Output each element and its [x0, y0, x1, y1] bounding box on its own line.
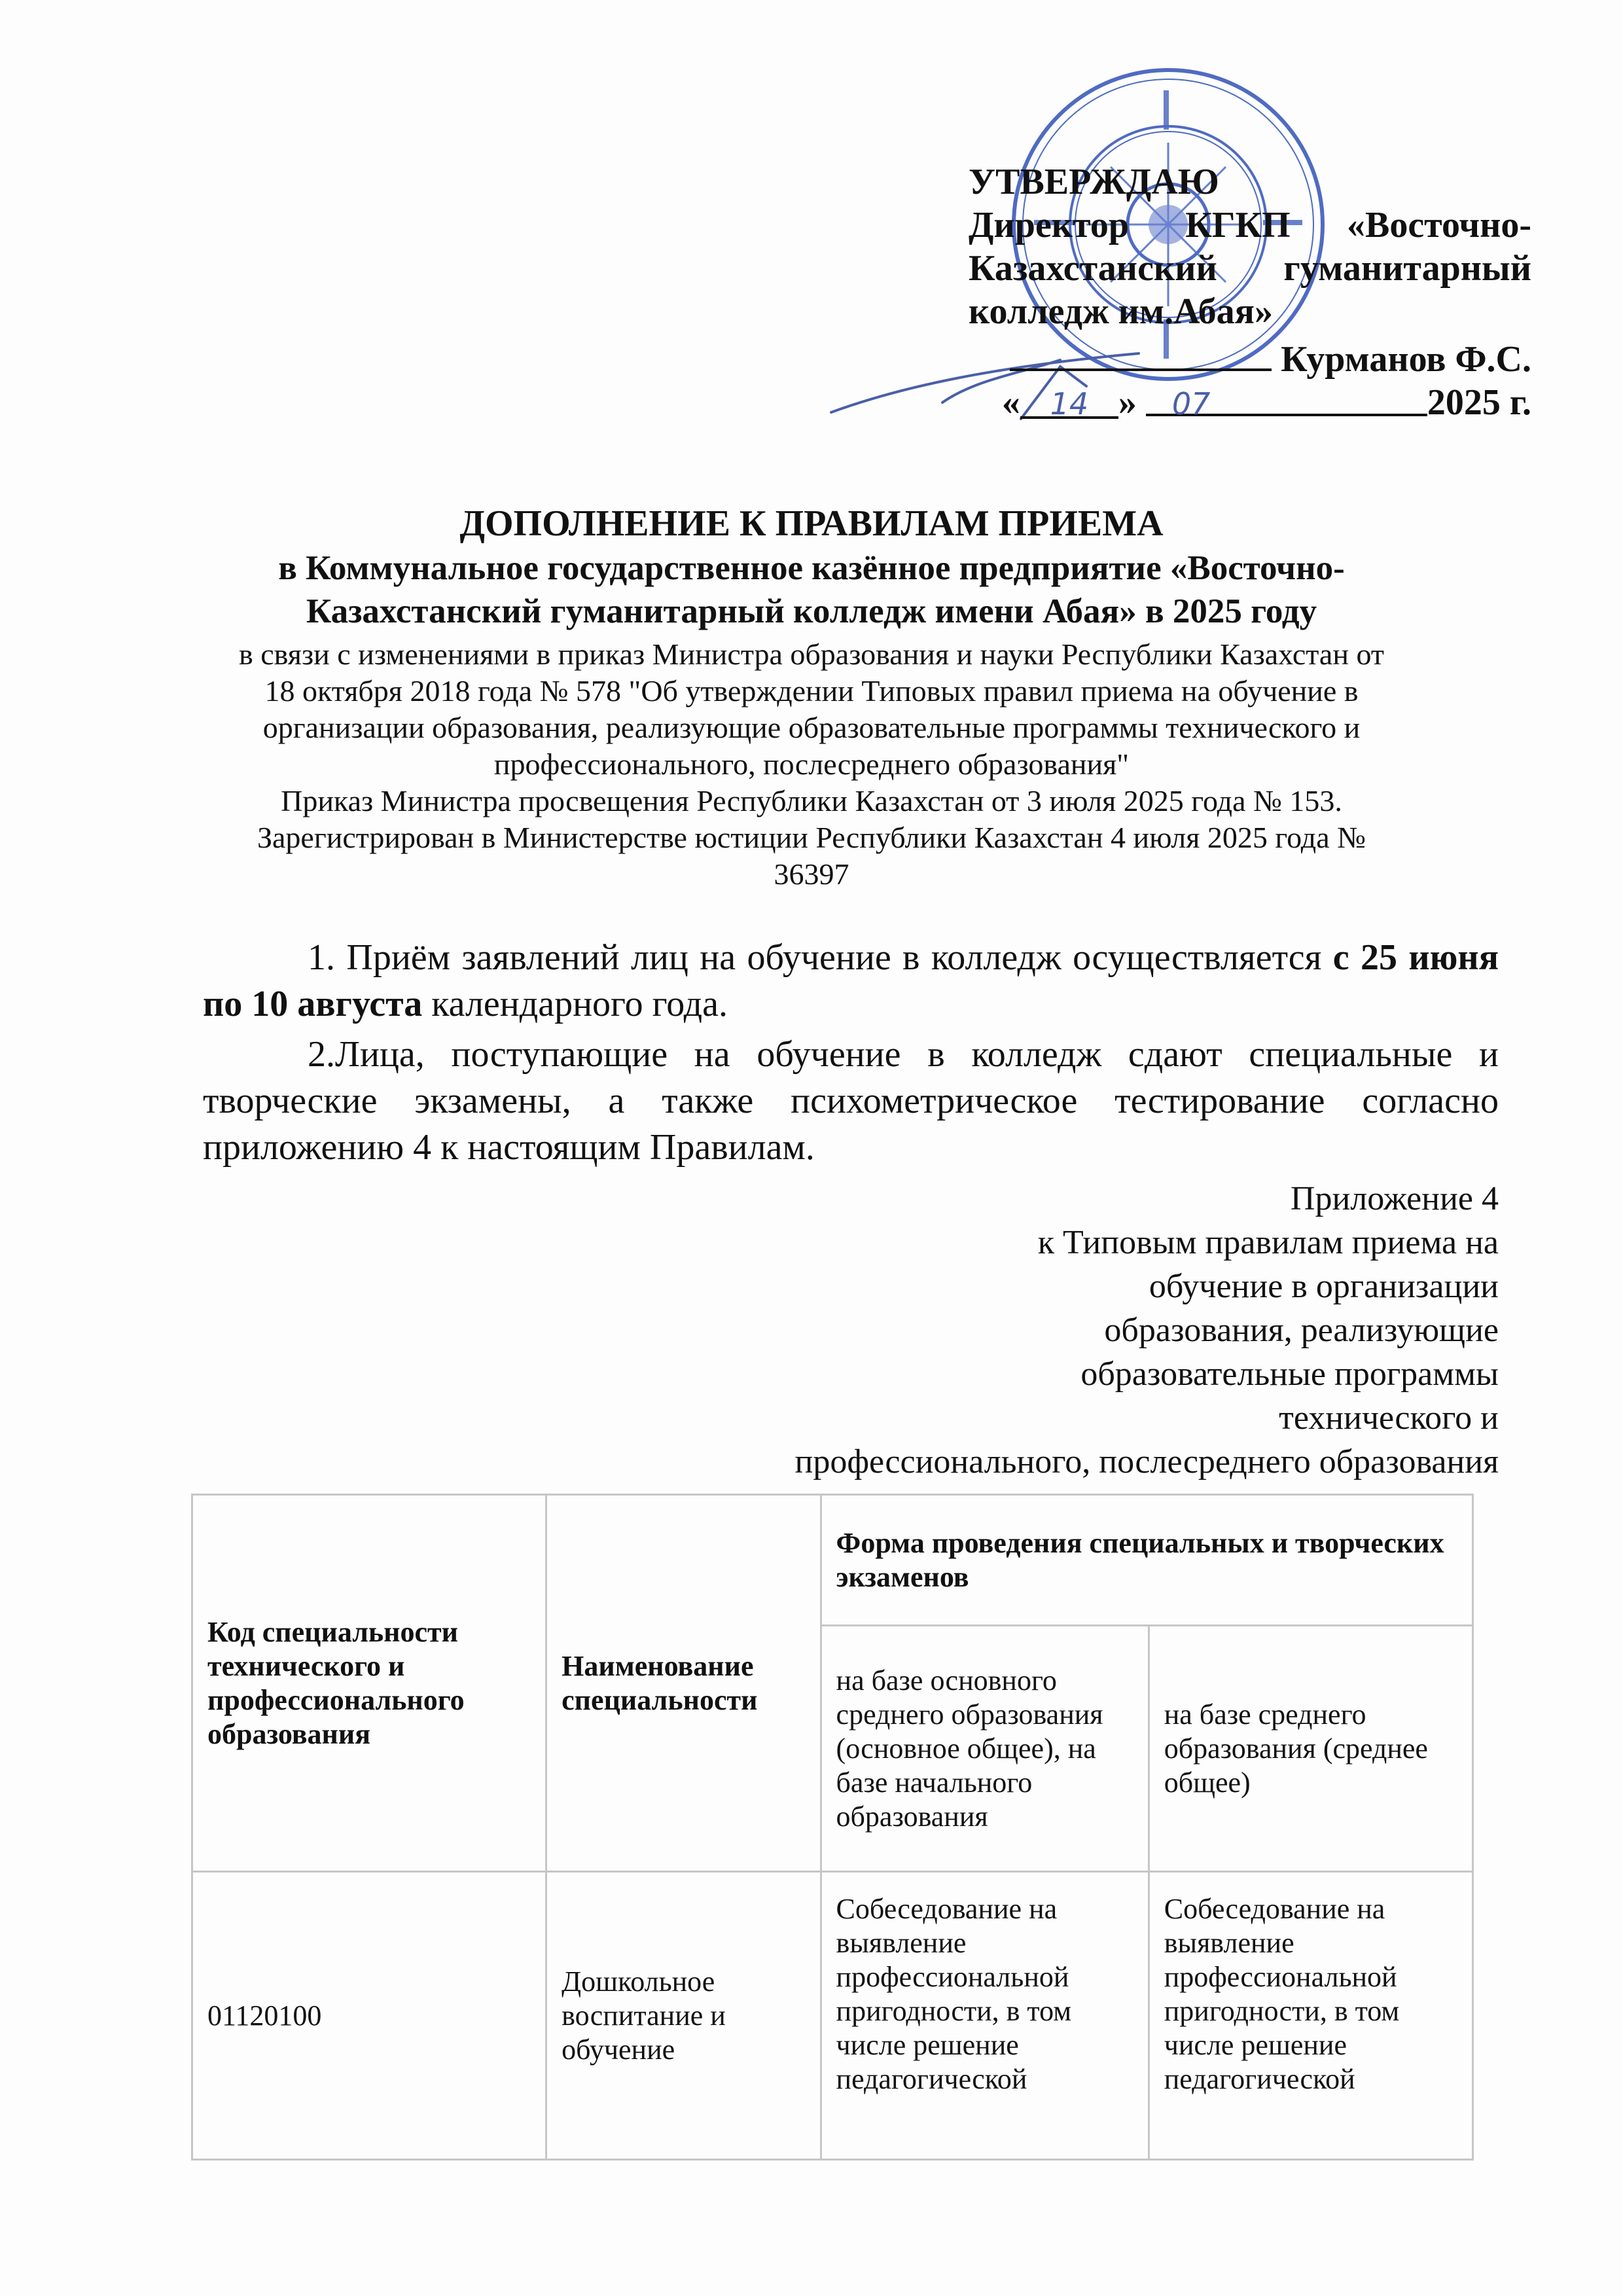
appendix-line2: к Типовым правилам приема на: [1037, 1224, 1499, 1261]
appendix-line1: Приложение 4: [1290, 1180, 1499, 1217]
paragraph-2-text: 2.Лица, поступающие на обучение в колледж сдают специальные и творческие экзамены, а также психометрическое тестирование согласно приложению 4 к настоящим Правилам.: [203, 1034, 1499, 1168]
header-secondary: на базе среднего образования (среднее общее): [1149, 1626, 1472, 1872]
document-basis: [236, 636, 1387, 893]
approval-position-line2: Казахстанский гуманитарный: [969, 248, 1531, 289]
paragraph-1-end: календарного года.: [422, 984, 728, 1024]
approval-position-line3: колледж им.Абая»: [969, 291, 1273, 332]
header-basic: на базе основного среднего образования (основное общее), на базе начального образования: [821, 1626, 1149, 1872]
header-name: Наименование специальности: [546, 1495, 821, 1872]
date-month-blank: [1146, 381, 1427, 422]
appendix-line5: образовательные программы: [1080, 1355, 1499, 1393]
registration-text: Зарегистрирован в Министерстве юстиции Республики Казахстан 4 июля 2025 года № 36397: [257, 821, 1366, 891]
header-form: Форма проведения специальных и творческих экзаменов: [821, 1495, 1472, 1626]
paragraph-1: [203, 935, 1499, 1028]
approval-signatory-line: [969, 333, 1531, 381]
appendix-note: [654, 1177, 1499, 1484]
appendix-line6: технического и: [1279, 1399, 1499, 1437]
appendix-line4: образования, реализующие: [1104, 1312, 1499, 1349]
order-text: Приказ Министра просвещения Республики Казахстан от 3 июля 2025 года № 153.: [281, 784, 1342, 817]
appendix-line7: профессионального, послесреднего образования: [794, 1443, 1499, 1480]
cell-name: Дошкольное воспитание и обучение: [546, 1872, 821, 2160]
date-open-quote: «: [1001, 382, 1020, 423]
table-row: [192, 1872, 1473, 2160]
approval-position-line1: Директор КГКП «Восточно-: [969, 205, 1531, 245]
paragraph-1-dates: с 25 июня по 10 августа: [203, 937, 1499, 1024]
header-code: Код специальности технического и профессионального образования: [192, 1495, 546, 1872]
date-day-blank: [1020, 381, 1118, 422]
date-day: 14: [1050, 386, 1089, 422]
date-month: 07: [1171, 386, 1211, 422]
document-subtitle: в Коммунальное государственное казённое предприятие «Восточно-Казахстанский гуманитарный колледж имени Абая» в 2025 году: [278, 549, 1345, 630]
approval-title: УТВЕРЖДАЮ: [969, 162, 1219, 202]
date-close-quote: »: [1118, 382, 1137, 423]
date-year: 2025 г.: [1427, 382, 1531, 423]
paragraph-1-start: 1. Приём заявлений лиц на обучение в колледж осуществляется: [308, 937, 1333, 978]
approval-block: [969, 160, 1531, 424]
appendix-line3: обучение в организации: [1149, 1268, 1499, 1305]
approval-signatory: Курманов Ф.С.: [1281, 339, 1531, 380]
cell-basic: Собеседование на выявление профессиональной пригодности, в том числе решение педагогической: [821, 1872, 1149, 2160]
document-title: ДОПОЛНЕНИЕ К ПРАВИЛАМ ПРИЕМА: [459, 503, 1164, 544]
cell-secondary: Собеседование на выявление профессиональной пригодности, в том числе решение педагогической: [1149, 1872, 1472, 2160]
approval-date-line: [969, 381, 1531, 424]
signature-blank: [1010, 333, 1272, 371]
basis-text: в связи с изменениями в приказ Министра образования и науки Республики Казахстан от 18 октября 2018 года № 578 "Об утверждении Типовых правил приема на обучение в организации образования, реализующие образовательные программы технического и профессионального, послесреднего образования": [239, 637, 1384, 781]
cell-code: 01120100: [192, 1872, 546, 2160]
paragraph-2: [203, 1031, 1499, 1171]
exam-form-table: [191, 1494, 1474, 2161]
table-header-row: [192, 1495, 1473, 1626]
